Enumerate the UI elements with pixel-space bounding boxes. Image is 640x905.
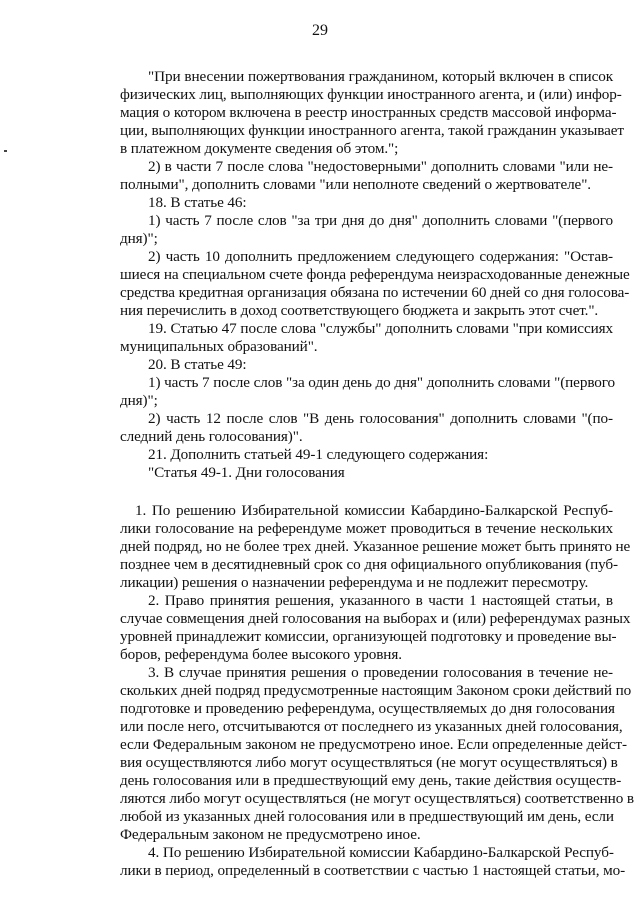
text-line: дня)"; — [120, 230, 158, 247]
text-line: 1. По решению Избирательной комиссии Кабардино-Балкарской Респуб- — [135, 502, 613, 519]
text-line: "При внесении пожертвования гражданином, который включен в список — [148, 68, 613, 85]
text-line: дней подряд, но не более трех дней. Указанное решение может быть принято не — [120, 538, 631, 555]
text-line: 2. Право принятия решения, указанного в части 1 настоящей статьи, в — [148, 592, 613, 609]
text-line: мация о котором включена в реестр иностранных средств массовой информа- — [120, 104, 617, 121]
page-number: 29 — [312, 22, 328, 39]
text-line: 2) часть 10 дополнить предложением следующего содержания: "Остав- — [148, 248, 613, 265]
text-line: вия осуществляются либо могут осуществляться (не могут осуществляться) в — [120, 754, 618, 771]
text-line: если Федеральным законом не предусмотрено иное. Если определенные дейст- — [120, 736, 627, 753]
text-line: подготовке и проведению референдума, осуществляемых до дня голосования — [120, 700, 615, 717]
text-line: дня)"; — [120, 392, 158, 409]
text-line: позднее чем в десятидневный срок со дня официального опубликования (пуб- — [120, 556, 619, 573]
text-line: ляются либо могут осуществляться (не могут осуществляться) соответственно в — [120, 790, 634, 807]
text-line: 1) часть 7 после слов "за один день до дня" дополнить словами "(первого — [148, 374, 616, 391]
text-line: 21. Дополнить статьей 49-1 следующего содержания: — [148, 446, 489, 463]
text-line: лики в период, определенный в соответствии с частью 1 настоящей статьи, мо- — [120, 862, 626, 879]
text-line: скольких дней подряд предусмотренные настоящим Законом сроки действий по — [120, 682, 632, 699]
text-line: 2) в части 7 после слова "недостоверными" дополнить словами "или не- — [148, 158, 613, 175]
text-line: Федеральным законом не предусмотрено иное. — [120, 826, 421, 843]
text-line: 19. Статью 47 после слова "службы" дополнить словами "при комиссиях — [148, 320, 613, 337]
text-line: ния перечислить в доход соответствующего бюджета и закрыть этот счет.". — [120, 302, 599, 319]
text-line: день голосования или в предшествующий ему день, такие действия осуществ- — [120, 772, 622, 789]
text-line: 20. В статье 49: — [148, 356, 247, 373]
text-line: 18. В статье 46: — [148, 194, 247, 211]
text-line: или после него, отсчитываются от последнего из указанных дней голосования, — [120, 718, 623, 735]
text-line: уровней принадлежит комиссии, организующей подготовку и проведение вы- — [120, 628, 617, 645]
text-line: ции, выполняющих функции иностранного агента, такой гражданин указывает — [120, 122, 624, 139]
text-line: боров, референдума более высокого уровня. — [120, 646, 402, 663]
text-line: шиеся на специальном счете фонда референдума неизрасходованные денежные — [120, 266, 630, 283]
text-line: муниципальных образований". — [120, 338, 318, 355]
text-line: в платежном документе сведения об этом."; — [120, 140, 399, 157]
text-line: 1) часть 7 после слов "за три дня до дня" дополнить словами "(первого — [148, 212, 613, 229]
text-line: полными", дополнить словами "или неполноте сведений о жертвователе". — [120, 176, 591, 193]
text-line: "Статья 49-1. Дни голосования — [148, 464, 345, 481]
text-line: физических лиц, выполняющих функции иностранного агента, и (или) инфор- — [120, 86, 622, 103]
scan-edge-mark — [4, 150, 7, 152]
text-line: лики голосование на референдуме может проводиться в течение нескольких — [120, 520, 613, 537]
text-line: 2) часть 12 после слов "В день голосования" дополнить словами "(по- — [148, 410, 613, 427]
text-line: следний день голосования)". — [120, 428, 303, 445]
text-line: средства кредитная организация обязана по истечении 60 дней со дня голосова- — [120, 284, 630, 301]
text-line: случае совмещения дней голосования на выборах и (или) референдумах разных — [120, 610, 631, 627]
text-line: ликации) решения о назначении референдума и не подлежит пересмотру. — [120, 574, 589, 591]
text-line: любой из указанных дней голосования или в предшествующий им день, если — [120, 808, 614, 825]
text-line: 3. В случае принятия решения о проведении голосования в течение не- — [148, 664, 613, 681]
text-line: 4. По решению Избирательной комиссии Кабардино-Балкарской Респуб- — [148, 844, 614, 861]
